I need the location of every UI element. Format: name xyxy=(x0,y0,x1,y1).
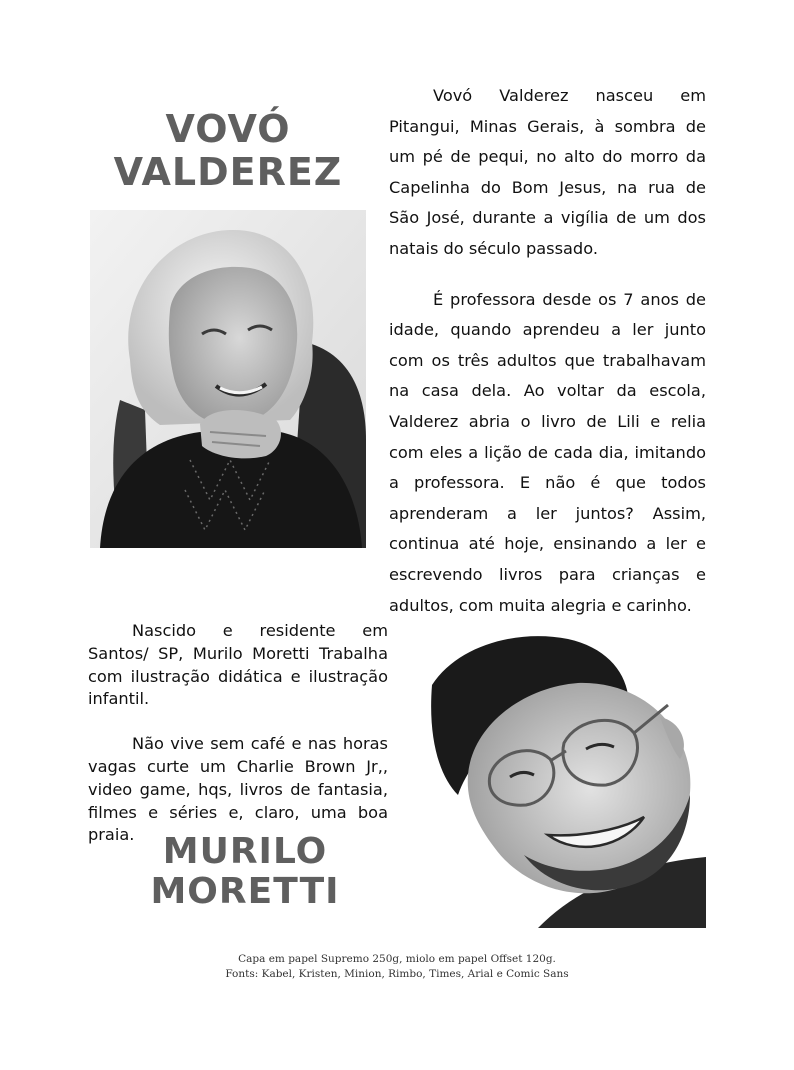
bio-paragraph: É professora desde os 7 anos de idade, quando aprendeu a ler junto com os três adultos que trabalhavam na casa dela. Ao voltar da escola, Valderez abria o livro de Lili e relia com eles a lição de cada dia, imitando a professora. E não é que todos aprenderam a ler juntos? Assim, continua até hoje, ensinando a ler e escrevendo livros para crianças e adultos, com muita alegria e carinho. xyxy=(389,289,706,615)
colophon-paper-info: Capa em papel Supremo 250g, miolo em papel Offset 120g. xyxy=(238,953,556,965)
author-bio-murilo xyxy=(88,620,388,847)
portrait-smiling-man-glasses-icon xyxy=(428,625,706,928)
author-photo-valderez xyxy=(90,210,366,548)
author-bio-valderez xyxy=(389,81,706,621)
author-title-line: VOVÓ xyxy=(165,107,291,151)
bio-paragraph: Não vive sem café e nas horas vagas curte um Charlie Brown Jr,, video game, hqs, livros de fantasia, filmes e séries e, claro, uma boa praia. xyxy=(88,734,388,845)
bio-paragraph: Vovó Valderez nasceu em Pitangui, Minas Gerais, à sombra de um pé de pequi, no alto do morro da Capelinha do Bom Jesus, na rua de São José, durante a vigília de um dos natais do século passado. xyxy=(389,86,706,258)
colophon xyxy=(0,952,794,982)
portrait-elderly-woman-icon xyxy=(90,210,366,548)
author-title-line: VALDEREZ xyxy=(113,149,343,194)
author-title-line: MORETTI xyxy=(150,871,340,913)
author-title-murilo xyxy=(140,832,350,913)
author-photo-murilo xyxy=(428,625,706,928)
bio-paragraph: Nascido e residente em Santos/ SP, Murilo Moretti Trabalha com ilustração didática e ilustração infantil. xyxy=(88,621,388,709)
author-title-line: MURILO xyxy=(162,831,328,872)
author-title-valderez xyxy=(108,108,348,193)
colophon-fonts-info: Fonts: Kabel, Kristen, Minion, Rimbo, Times, Arial e Comic Sans xyxy=(225,968,569,980)
